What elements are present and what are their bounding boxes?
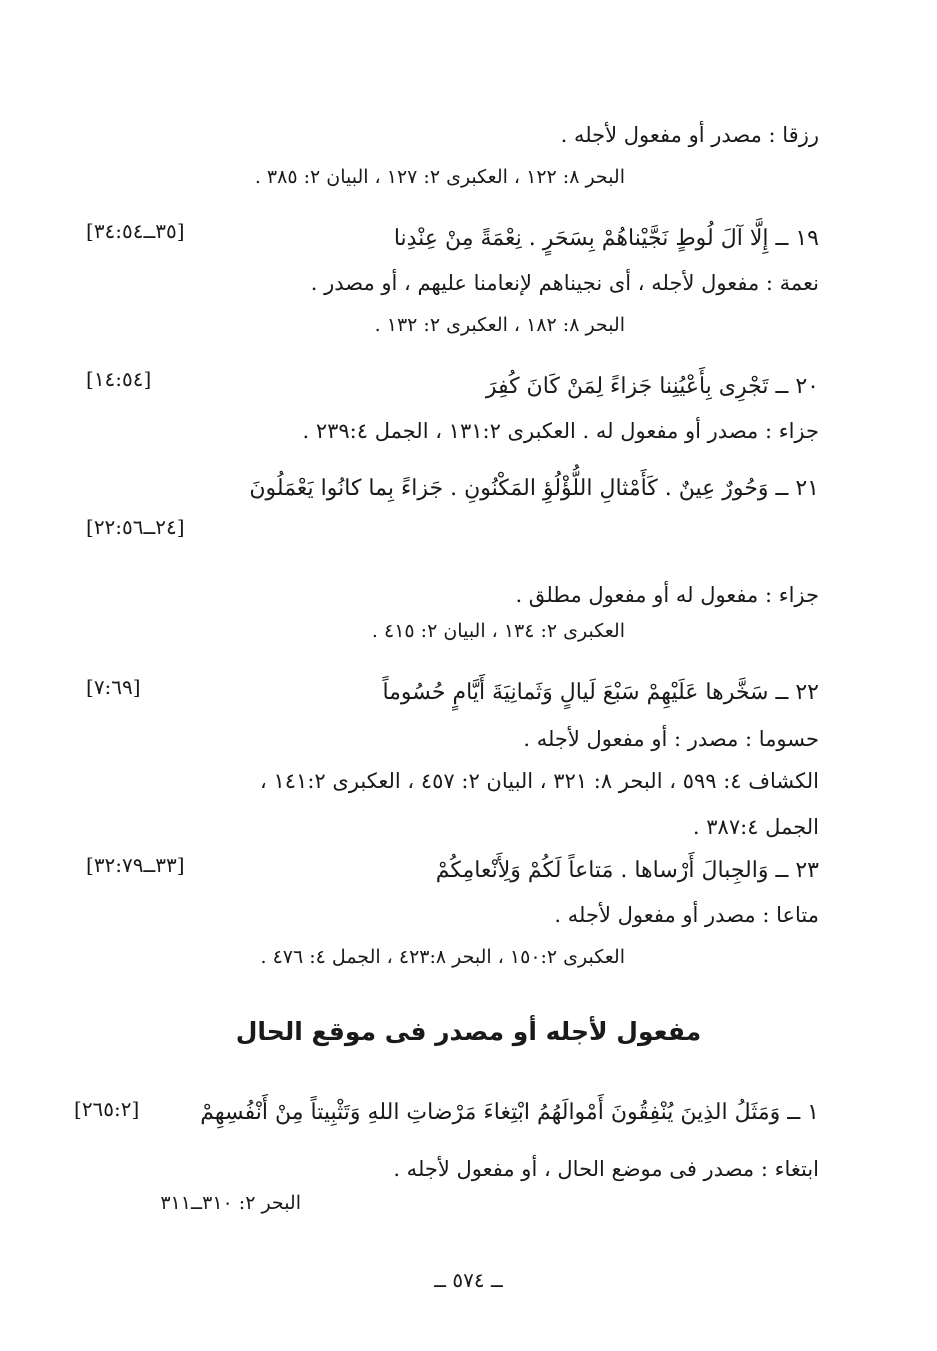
text-line: متاعا : مصدر أو مفعول لأجله .	[554, 903, 819, 927]
verse-21: ٢١ ــ وَحُورٌ عِينٌ . كَأَمْثالِ اللُّؤْلُؤِ المَكْنُونِ . جَزاءً بِما كانُوا يَعْمَلُونَ	[249, 476, 819, 501]
text-line: ابتغاء : مصدر فى موضع الحال ، أو مفعول لأجله .	[393, 1157, 819, 1181]
verse-1-reference: [٢٦٥:٢]	[74, 1097, 140, 1121]
section-heading: مفعول لأجله أو مصدر فى موقع الحال	[235, 1017, 702, 1046]
verse-22-reference: [٧:٦٩]	[86, 675, 141, 699]
verse-19: ١٩ ــ إِلَّا آلَ لُوطٍ نَجَّيْناهُمْ بِسَحَرٍ . نِعْمَةً مِنْ عِنْدِنا	[393, 226, 819, 251]
verse-1: ١ ــ وَمَثَلُ الذِينَ يُنْفِقُونَ أَمْوالَهُمُ ابْتِغاءَ مَرْضاتِ اللهِ وَتَثْبِيتاً مِنْ أَنْفُسِهِمْ	[200, 1100, 819, 1125]
verse-19-reference: [٣٥ــ٣٤:٥٤]	[86, 219, 185, 243]
text-line: جزاء : مفعول له أو مفعول مطلق .	[515, 583, 819, 607]
verse-23: ٢٣ ــ وَالجِبالَ أَرْساها . مَتاعاً لَكُمْ وَلِأَنْعامِكُمْ	[435, 858, 819, 883]
verse-23-reference: [٣٣ــ٣٢:٧٩]	[86, 853, 185, 877]
text-line: جزاء : مصدر أو مفعول له . العكبرى ١٣١:٢ ، الجمل ٢٣٩:٤ .	[302, 419, 819, 443]
source-citation: العكبرى ١٥٠:٢ ، البحر ٤٢٣:٨ ، الجمل ٤: ٤٧٦ .	[260, 946, 625, 968]
text-line: رزقا : مصدر أو مفعول لأجله .	[560, 123, 819, 147]
source-citation: البحر ٨: ١٨٢ ، العكبرى ٢: ١٣٢ .	[374, 314, 625, 336]
source-citation: الكشاف ٤: ٥٩٩ ، البحر ٨: ٣٢١ ، البيان ٢: ٤٥٧ ، العكبرى ١٤١:٢ ،	[260, 769, 819, 793]
source-citation: البحر ٢: ٣١٠ــ٣١١	[160, 1192, 301, 1214]
source-citation: الجمل ٣٨٧:٤ .	[692, 815, 819, 839]
verse-21-reference: [٢٤ــ٢٢:٥٦]	[86, 515, 185, 539]
page-number: ــ ٥٧٤ ــ	[434, 1268, 503, 1292]
source-citation: البحر ٨: ١٢٢ ، العكبرى ٢: ١٢٧ ، البيان ٢: ٣٨٥ .	[254, 166, 625, 188]
verse-22: ٢٢ ــ سَخَّرها عَلَيْهِمْ سَبْعَ لَيالٍ وَثَمانِيَةَ أَيَّامٍ حُسُوماً	[382, 680, 819, 705]
verse-20: ٢٠ ــ تَجْرِى بِأَعْيُنِنا جَزاءً لِمَنْ كَانَ كُفِرَ	[485, 374, 819, 399]
source-citation: العكبرى ٢: ١٣٤ ، البيان ٢: ٤١٥ .	[371, 620, 625, 642]
text-line: نعمة : مفعول لأجله ، أى نجيناهم لإنعامنا عليهم ، أو مصدر .	[310, 271, 819, 295]
text-line: حسوما : مصدر : أو مفعول لأجله .	[523, 727, 819, 751]
verse-20-reference: [١٤:٥٤]	[86, 367, 152, 391]
